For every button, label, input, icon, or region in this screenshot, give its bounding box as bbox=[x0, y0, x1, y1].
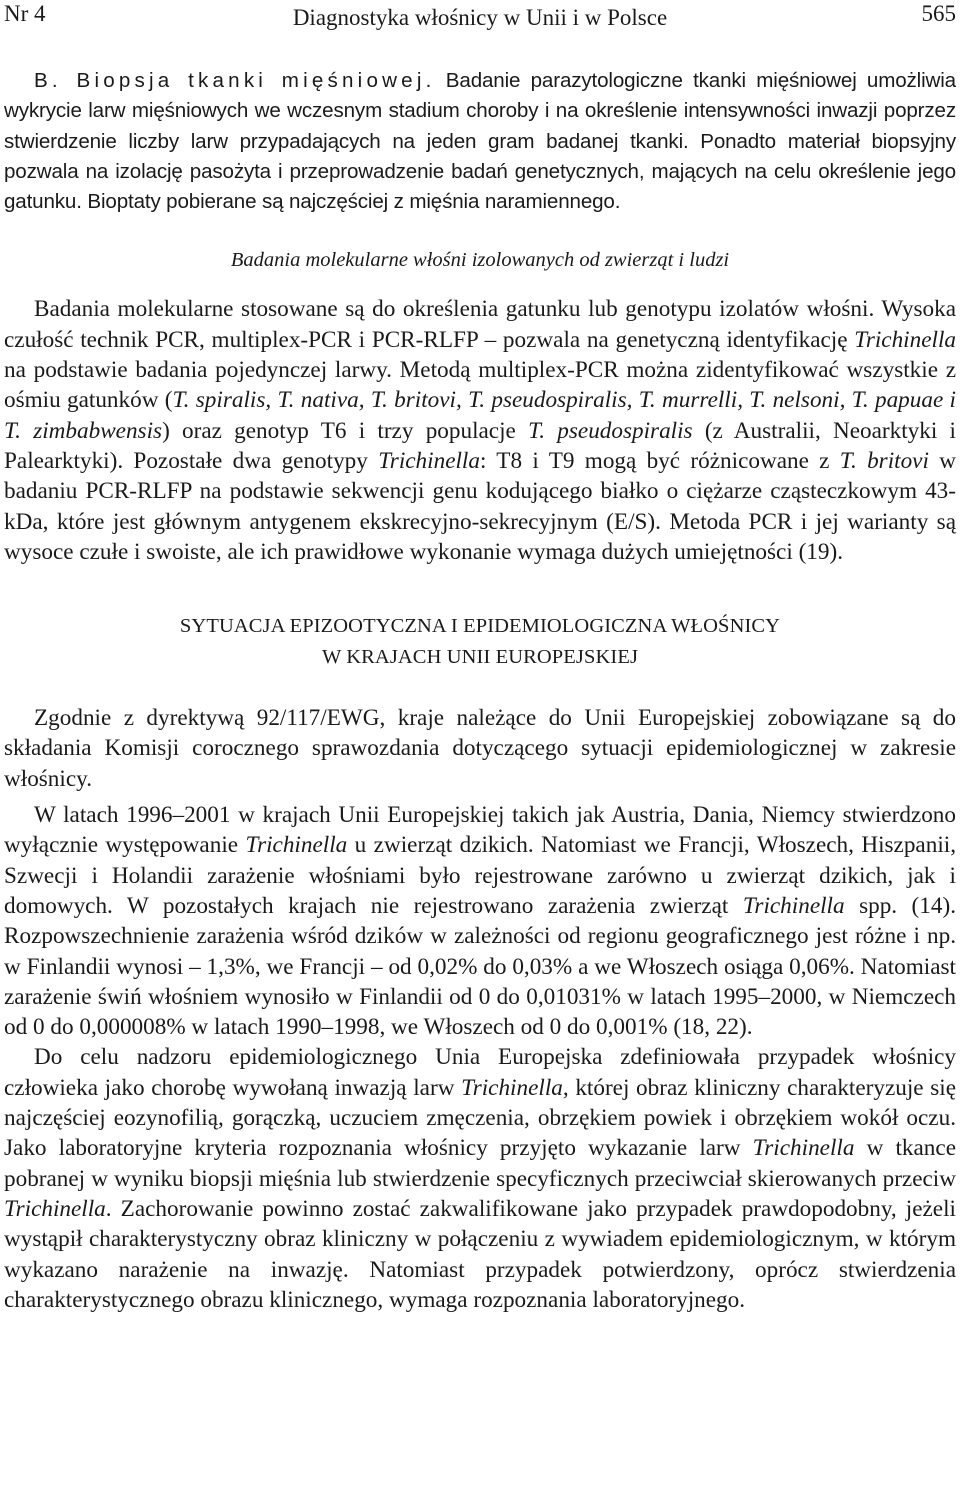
text-run: . Zachorowanie powinno zostać zakwalifikowane jako przypadek prawdopodobny, jeżeli wystąpił charakterystyczny obraz kliniczny w połączeniu z wywiadem epidemiologicznym, w którym wykazano narażenie na inwazję. Natomiast przypadek potwierdzony, oprócz stwierdzenia charakterystycznego obrazu klinicznego, wymaga rozpoznania laboratoryjnego. bbox=[4, 1195, 956, 1313]
italic-run: T. pseudospiralis bbox=[528, 417, 693, 444]
molecular-paragraph bbox=[4, 294, 956, 567]
text-run: (z Australii, Neoarktyki i Palearktyki). Pozostałe dwa genotypy bbox=[4, 417, 956, 474]
italic-run: Trichinella bbox=[742, 892, 845, 919]
italic-run: T. spiralis, T. nativa, T. britovi, T. pseudospiralis, T. murrelli, T. nelsoni, T. papuae i T. zimbabwensis bbox=[4, 387, 956, 444]
text-run: : T8 i T9 mogą być różnicowane z bbox=[479, 447, 840, 474]
case-definition-paragraph bbox=[4, 1042, 956, 1315]
italic-run: Trichinella bbox=[854, 326, 956, 353]
issue-number: Nr 4 bbox=[4, 1, 46, 26]
text-run: w badaniu PCR-RLFP na podstawie sekwencji genu kodującego białko o ciężarze cząsteczkowym 43-kDa, które jest głównym antygenem ekskrecyjno-sekrecyjnym (E/S). Metoda PCR i jej warianty są wysoce czułe i swoiste, ale ich prawidłowe wykonanie wymaga dużych umiejętności (19). bbox=[4, 447, 956, 565]
text-run: Do celu nadzoru epidemiologicznego Unia Europejska zdefiniowała przypadek włośnicy człowieka jako chorobę wywołaną inwazją larw bbox=[4, 1044, 956, 1101]
biopsy-paragraph bbox=[4, 66, 956, 217]
page bbox=[4, 0, 956, 1315]
page-header bbox=[4, 0, 956, 56]
text-run: u zwierząt dzikich. Natomiast we Francji, Włoszech, Hiszpanii, Szwecji i Holandii zarażenie włośniami było rejestrowane zarówno u zwierząt dzikich, jak i domowych. W pozostałych krajach nie rejestrowano zarażenia zwierząt bbox=[4, 832, 956, 919]
text-run: , której obraz kliniczny charakteryzuje się najczęściej eozynofilią, gorączką, uczuciem zmęczenia, obrzękiem powiek i obrzękiem wokół oczu. Jako laboratoryjne kryteria rozpoznania włośnicy przyjęto wykazanie larw bbox=[4, 1074, 956, 1162]
section-title bbox=[4, 611, 956, 673]
page-number: 565 bbox=[921, 1, 956, 26]
italic-run: Trichinella bbox=[4, 1195, 106, 1222]
italic-run: Trichinella bbox=[245, 832, 348, 859]
text-run: W latach 1996–2001 w krajach Unii Europejskiej takich jak Austria, Dania, Niemcy stwierdzono wyłącznie występowanie bbox=[4, 802, 956, 859]
text-run: Badania molekularne stosowane są do określenia gatunku lub genotypu izolatów włośni. Wysoka czułość technik PCR, multiplex-PCR i PCR-RLFP – pozwala na genetyczną identyfikację bbox=[4, 296, 956, 353]
directive-paragraph: Zgodnie z dyrektywą 92/117/EWG, kraje należące do Unii Europejskiej zobowiązane są do składania Komisji corocznego sprawozdania dotyczącego sytuacji epidemiologicznej w zakresie włośnicy. bbox=[4, 705, 956, 792]
text-run: spp. (14). Rozpowszechnienie zarażenia wśród dzików w zależności od regionu geograficznego jest różne i np. w Finlandii wynosi – 1,3%, we Francji – od 0,02% do 0,03% a we Włoszech osiąga 0,06%. Natomiast zarażenie świń włośniem wynosiło w Finlandii od 0 do 0,01031% w latach 1995–2000, w Niemczech od 0 do 0,000008% w latach 1990–1998, we Włoszech od 0 do 0,001% (18, 22). bbox=[4, 892, 956, 1041]
section-title-line-2: W KRAJACH UNII EUROPEJSKIEJ bbox=[321, 646, 639, 669]
text-run: na podstawie badania pojedynczej larwy. Metodą multiplex-PCR można zidentyfikować wszystkie z ośmiu gatunków ( bbox=[4, 357, 956, 414]
italic-run: Trichinella bbox=[378, 447, 480, 474]
italic-run: Trichinella bbox=[461, 1074, 563, 1101]
biopsy-text: Badanie parazytologiczne tkanki mięśniowej umożliwia wykrycie larw mięśniowych we wczesnym stadium choroby i na określenie intensywności inwazji poprzez stwierdzenie liczby larw przypadających na jeden gram badanej tkanki. Ponadto materiał biopsyjny pozwala na izolację pasożyta i przeprowadzenie badań genetycznych, mających na celu określenie jego gatunku. Bioptaty pobierane są najczęściej z mięśnia naramiennego. bbox=[4, 69, 956, 214]
eu-situation-paragraph bbox=[4, 800, 956, 1042]
text-run: w tkance pobranej w wyniku biopsji mięśnia lub stwierdzenie specyficznych przeciwciał skierowanych przeciw bbox=[4, 1135, 956, 1192]
biopsy-lead: B. Biopsja tkanki mięśniowej. bbox=[34, 69, 436, 92]
italic-run: T. britovi bbox=[839, 447, 929, 474]
italic-run: Trichinella bbox=[752, 1135, 855, 1162]
text-run: ) oraz genotyp T6 i trzy populacje bbox=[162, 417, 529, 444]
molecular-subheading: Badania molekularne włośni izolowanych od zwierząt i ludzi bbox=[230, 249, 730, 272]
running-title: Diagnostyka włośnicy w Unii i w Polsce bbox=[292, 5, 668, 30]
section-title-line-1: SYTUACJA EPIZOOTYCZNA I EPIDEMIOLOGICZNA WŁOŚNICY bbox=[179, 615, 781, 638]
